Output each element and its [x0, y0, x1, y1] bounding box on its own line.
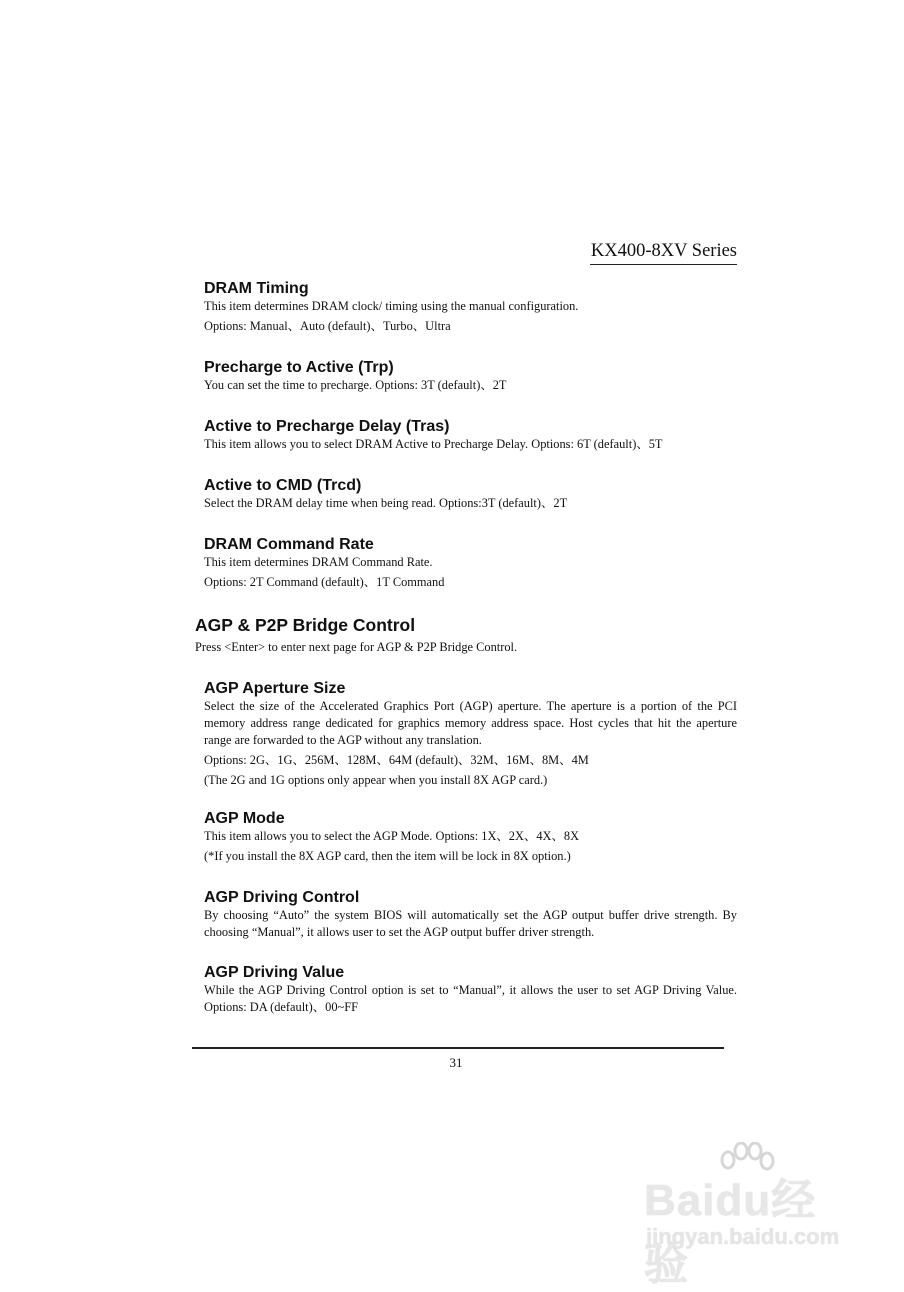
footer-rule	[192, 1047, 724, 1049]
baidu-watermark	[644, 1142, 854, 1289]
section-text: This item allows you to select the AGP Mode. Options: 1X、2X、4X、8X	[204, 829, 580, 843]
section-driving-value	[204, 964, 737, 1016]
section-trcd	[204, 477, 737, 512]
section-title: AGP Driving Value	[204, 964, 345, 981]
section-tras	[204, 418, 737, 453]
section-dram-timing	[204, 280, 737, 335]
section-title: Active to CMD (Trcd)	[204, 477, 362, 494]
watermark-url: jingyan.baidu.com	[646, 1224, 840, 1249]
section-driving-control	[204, 889, 737, 941]
section-title: Precharge to Active (Trp)	[204, 359, 394, 376]
section-trp	[204, 359, 737, 394]
watermark-logo: Baidu经验	[644, 1176, 817, 1289]
section-options: Options: 2G、1G、256M、128M、64M (default)、32M、16M、8M、4M	[204, 753, 589, 767]
header-rule	[590, 264, 737, 265]
section-title: Active to Precharge Delay (Tras)	[204, 418, 450, 435]
section-title: DRAM Command Rate	[204, 536, 374, 553]
section-agp-bridge	[195, 615, 740, 656]
page-number: 31	[449, 1055, 463, 1070]
section-note: (*If you install the 8X AGP card, then the item will be lock in 8X option.)	[204, 849, 571, 863]
section-text: By choosing “Auto” the system BIOS will automatically set the AGP output buffer drive strength. By choosing “Manual”, it allows user to set the AGP output buffer driver strength.	[204, 908, 737, 939]
section-text: Select the size of the Accelerated Graphics Port (AGP) aperture. The aperture is a portion of the PCI memory address range dedicated for graphics memory address space. Host cycles that hit the aperture range are forwarded to the AGP without any translation.	[204, 699, 737, 747]
series-header: KX400-8XV Series	[590, 241, 737, 261]
section-title: AGP Aperture Size	[204, 680, 346, 697]
section-text: This item determines DRAM clock/ timing using the manual configuration.	[204, 299, 579, 313]
section-title: AGP Driving Control	[204, 889, 360, 906]
section-text: This item determines DRAM Command Rate.	[204, 555, 433, 569]
section-aperture-size	[204, 680, 737, 789]
major-section-title: AGP & P2P Bridge Control	[195, 615, 416, 635]
section-title: DRAM Timing	[204, 280, 309, 297]
section-options: Options: 2T Command (default)、1T Command	[204, 575, 445, 589]
section-command-rate	[204, 536, 737, 591]
section-note: (The 2G and 1G options only appear when you install 8X AGP card.)	[204, 773, 548, 787]
section-text: While the AGP Driving Control option is set to “Manual”, it allows the user to set AGP Driving Value. Options: DA (default)、00~FF	[204, 983, 737, 1014]
section-options: Options: Manual、Auto (default)、Turbo、Ultra	[204, 319, 451, 333]
section-title: AGP Mode	[204, 810, 285, 827]
section-agp-mode	[204, 810, 737, 865]
section-text: Select the DRAM delay time when being read. Options:3T (default)、2T	[204, 496, 568, 510]
section-text: Press <Enter> to enter next page for AGP & P2P Bridge Control.	[195, 640, 518, 654]
section-text: You can set the time to precharge. Options: 3T (default)、2T	[204, 378, 507, 392]
section-text: This item allows you to select DRAM Active to Precharge Delay. Options: 6T (default)、5T	[204, 437, 663, 451]
